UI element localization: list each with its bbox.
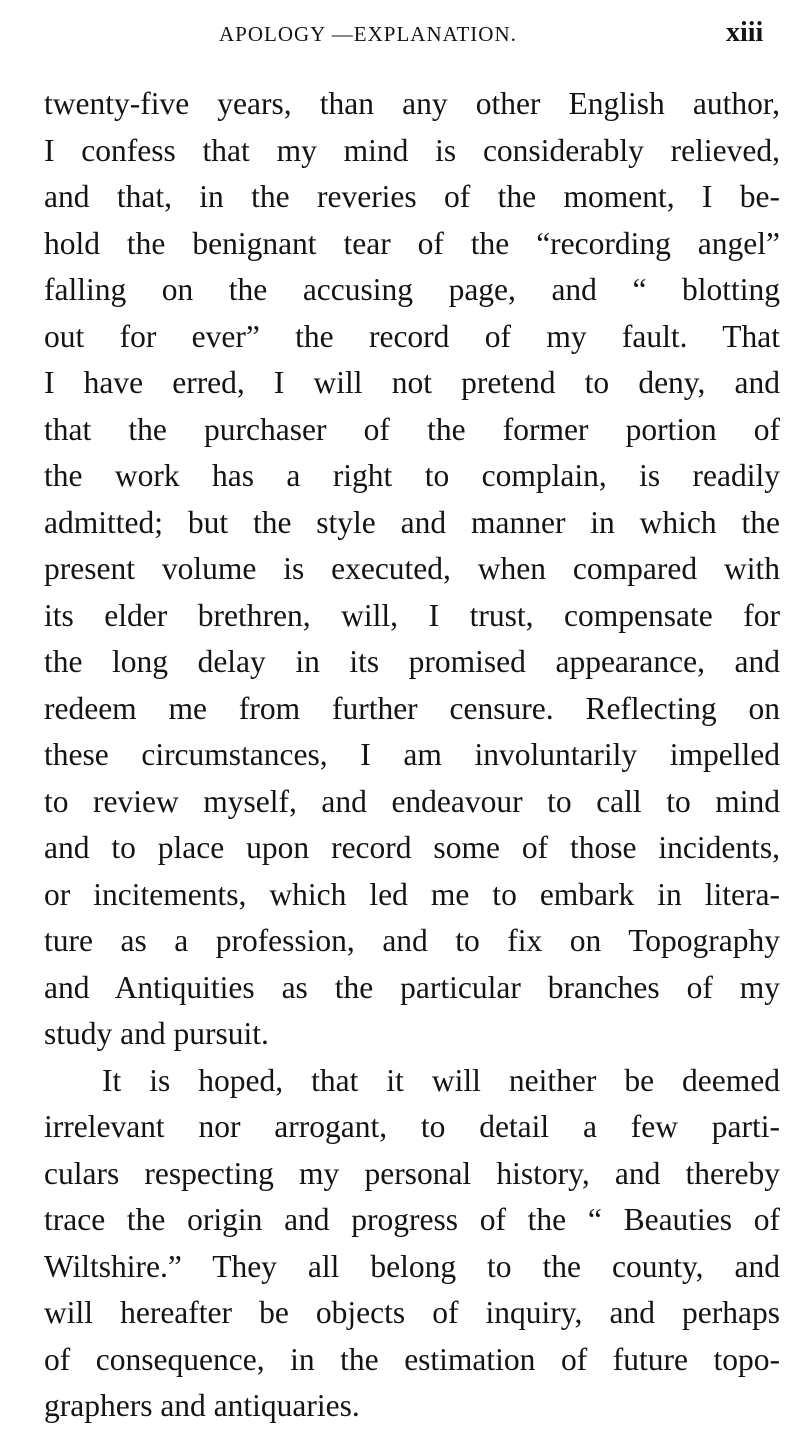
text-line: the work has a right to complain, is readily (44, 458, 780, 493)
text-line: and to place upon record some of those incidents, (44, 830, 780, 865)
text-line: and that, in the reveries of the moment, I be- (44, 179, 780, 214)
text-line: hold the benignant tear of the “recording angel” (44, 225, 780, 261)
text-line: I confess that my mind is considerably relieved, (44, 132, 780, 168)
text-line: and Antiquities as the particular branches of my (44, 969, 780, 1005)
text-line: present volume is executed, when compared with (44, 551, 780, 586)
text-line: I have erred, I will not pretend to deny, and (44, 365, 780, 400)
text-line: the long delay in its promised appearance, and (44, 644, 780, 679)
text-line: falling on the accusing page, and “ blotting (44, 272, 780, 307)
text-line: to review myself, and endeavour to call to mind (44, 783, 780, 819)
text-line: ture as a profession, and to fix on Topography (44, 923, 780, 958)
text-line: that the purchaser of the former portion of (44, 411, 780, 447)
running-title: APOLOGY —EXPLANATION. (219, 22, 517, 46)
paragraph-1 (44, 81, 780, 1058)
text-line: its elder brethren, will, I trust, compensate for (44, 597, 780, 633)
page-number: xiii (726, 17, 764, 48)
text-line: admitted; but the style and manner in which the (44, 504, 780, 540)
paragraph-2 (44, 1058, 780, 1430)
text-line: redeem me from further censure. Reflecting on (44, 690, 780, 726)
text-line: culars respecting my personal history, and thereby (44, 1155, 780, 1191)
text-line: will hereafter be objects of inquiry, and perhaps (44, 1295, 780, 1330)
text-line: irrelevant nor arrogant, to detail a few parti- (44, 1109, 780, 1144)
text-line: out for ever” the record of my fault. That (44, 318, 780, 354)
text-line: or incitements, which led me to embark in litera- (44, 876, 780, 912)
text-line: trace the origin and progress of the “ Beauties of (44, 1202, 780, 1237)
text-line: Wiltshire.” They all belong to the county, and (44, 1248, 780, 1284)
text-line: these circumstances, I am involuntarily impelled (44, 737, 780, 772)
body-text (44, 81, 780, 1430)
text-line: study and pursuit. (44, 1016, 269, 1051)
text-line: It is hoped, that it will neither be deemed (102, 1062, 780, 1098)
running-head (0, 17, 800, 50)
text-line: graphers and antiquaries. (44, 1388, 360, 1423)
text-line: twenty-five years, than any other English author, (44, 86, 780, 121)
text-line: of consequence, in the estimation of future topo- (44, 1341, 780, 1377)
